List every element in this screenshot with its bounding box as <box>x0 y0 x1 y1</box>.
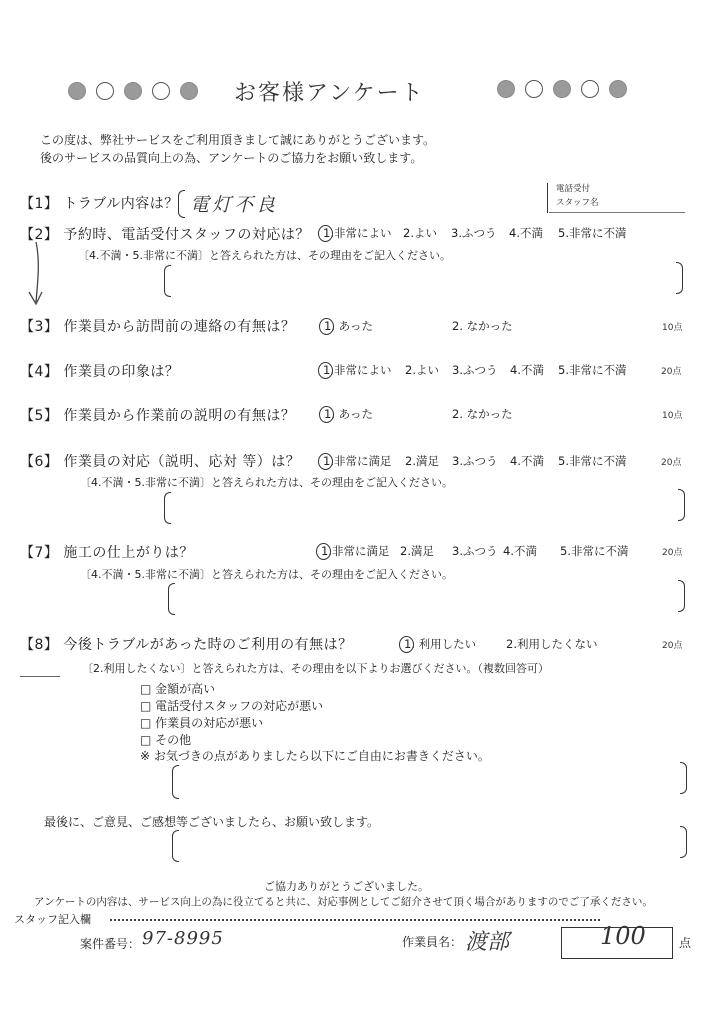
worker-name-value: 渡部 <box>465 930 510 955</box>
q8-checkbox-3[interactable]: □ 作業員の対応が悪い <box>140 716 264 730</box>
final-bracket-right <box>680 826 687 858</box>
q2-option-1[interactable]: 1.非常によい <box>323 226 392 240</box>
q6-option-2[interactable]: 2.満足 <box>405 454 439 468</box>
q8-note-bracket-left <box>172 765 179 799</box>
worker-name-label: 作業員名： <box>402 935 463 949</box>
q8-checkbox-4-label: その他 <box>155 733 192 747</box>
footer-thanks: ご協力ありがとうございました。 <box>264 880 429 893</box>
q6-points: 20点 <box>661 458 682 468</box>
q4-points: 20点 <box>661 367 682 377</box>
q6-label: 【6】 作業員の対応（説明、応対 等）は？ <box>20 454 301 470</box>
staff-entry-label: スタッフ記入欄 <box>14 913 91 926</box>
q1-answer-bracket <box>178 190 185 218</box>
q2-option-4[interactable]: 4.不満 <box>509 226 543 240</box>
q4-option-3[interactable]: 3.ふつう <box>452 363 498 377</box>
q7-label: 【7】 施工の仕上がりは？ <box>20 545 194 561</box>
decorative-dot <box>96 82 114 100</box>
q7-reason-bracket-left <box>168 583 175 615</box>
q6-option-3[interactable]: 3.ふつう <box>452 454 498 468</box>
final-prompt: 最後に、ご意見、ご感想等ございましたら、お願い致します。 <box>44 815 380 829</box>
decorative-dot <box>581 80 599 98</box>
score-unit: 点 <box>679 936 692 950</box>
q8-checkbox-1[interactable]: □ 金額が高い <box>140 682 216 696</box>
q8-note-text: お気づきの点がありましたら以下にご自由にお書きください。 <box>153 749 490 763</box>
q8-checkbox-3-label: 作業員の対応が悪い <box>155 716 264 730</box>
q2-option-2[interactable]: 2.よい <box>403 226 437 240</box>
q2-reason-bracket-left <box>164 265 171 297</box>
q8-margin-line <box>20 676 60 677</box>
decorative-dot <box>497 80 515 98</box>
q4-option-2[interactable]: 2.よい <box>405 363 439 377</box>
q6-reason-prompt: 〔4.不満・5.非常に不満〕と答えられた方は、その理由をご記入ください。 <box>80 476 453 489</box>
q6-option-1[interactable]: 1.非常に満足 <box>323 454 392 468</box>
note-mark-icon: ※ <box>140 749 151 763</box>
q5-option-1[interactable]: 1. あった <box>324 407 374 421</box>
q2-option-5[interactable]: 5.非常に不満 <box>558 226 627 240</box>
q7-option-5[interactable]: 5.非常に不満 <box>560 544 629 558</box>
final-bracket-left <box>172 830 179 862</box>
staff-meta-phone: 電話受付 <box>556 184 591 194</box>
staff-meta-underline <box>549 212 685 213</box>
q7-points: 20点 <box>662 548 683 558</box>
q4-option-1[interactable]: 1.非常によい <box>323 363 392 377</box>
intro-line-1: この度は、弊社サービスをご利用頂きまして誠にありがとうございます。 <box>40 133 436 147</box>
decorative-dot <box>609 80 627 98</box>
decorative-dot <box>525 80 543 98</box>
q8-option-2[interactable]: 2.利用したくない <box>506 637 598 651</box>
footer-disclaimer: アンケートの内容は、サービス向上の為に役立てると共に、対応事例としてご紹介させて頂く場合がありますのでご了承ください。 <box>34 896 653 908</box>
decorative-dot <box>180 82 198 100</box>
q7-reason-prompt: 〔4.不満・5.非常に不満〕と答えられた方は、その理由をご記入ください。 <box>80 568 453 581</box>
q3-option-2[interactable]: 2. なかった <box>452 319 513 333</box>
q5-points: 10点 <box>662 411 683 421</box>
q4-option-5[interactable]: 5.非常に不満 <box>558 363 627 377</box>
q6-option-4[interactable]: 4.不満 <box>510 454 544 468</box>
q3-option-1[interactable]: 1. あった <box>324 319 374 333</box>
q3-points: 10点 <box>662 323 683 333</box>
q1-answer-handwritten: 電灯不良 <box>190 194 279 216</box>
case-number-value: 97-8995 <box>142 928 224 949</box>
q6-reason-bracket-right <box>678 489 685 521</box>
staff-meta-divider <box>547 183 550 213</box>
q5-label: 【5】 作業員から作業前の説明の有無は？ <box>20 408 296 424</box>
q8-reason-prompt: 〔2.利用したくない〕と答えられた方は、その理由を以下よりお選びください。（複数回答可） <box>82 662 549 675</box>
q7-option-1[interactable]: 1.非常に満足 <box>321 544 390 558</box>
q8-note <box>140 747 490 764</box>
q4-label: 【4】 作業員の印象は？ <box>20 364 180 380</box>
decorative-dot <box>553 80 571 98</box>
score-value: 100 <box>600 922 646 950</box>
q1-label: 【1】 トラブル内容は？ <box>20 196 179 212</box>
q5-option-2[interactable]: 2. なかった <box>452 407 513 421</box>
intro-line-2: 後のサービスの品質向上の為、アンケートのご協力をお願い致します。 <box>40 151 423 165</box>
q6-option-5[interactable]: 5.非常に不満 <box>558 454 627 468</box>
staff-entry-dotted-line <box>110 919 600 921</box>
decorative-dot <box>124 82 142 100</box>
q6-reason-bracket-left <box>164 492 171 524</box>
q7-option-3[interactable]: 3.ふつう <box>452 544 498 558</box>
staff-meta-name: スタッフ名 <box>556 198 599 208</box>
decorative-dot <box>68 82 86 100</box>
case-number-label: 案件番号： <box>80 937 141 951</box>
q8-note-bracket-right <box>680 762 687 794</box>
q7-option-2[interactable]: 2.満足 <box>400 544 434 558</box>
q8-points: 20点 <box>662 641 683 651</box>
handwritten-arrow-icon <box>24 240 48 308</box>
q2-option-3[interactable]: 3.ふつう <box>451 226 497 240</box>
q2-reason-bracket-right <box>676 262 683 294</box>
decorative-dot <box>152 82 170 100</box>
q4-option-4[interactable]: 4.不満 <box>510 363 544 377</box>
page-title: お客様アンケート <box>234 81 425 106</box>
q8-checkbox-4[interactable]: □ その他 <box>140 733 192 747</box>
q8-checkbox-1-label: 金額が高い <box>155 682 216 696</box>
q2-reason-prompt: 〔4.不満・5.非常に不満〕と答えられた方は、その理由をご記入ください。 <box>78 249 451 262</box>
q8-checkbox-2-label: 電話受付スタッフの対応が悪い <box>155 699 324 713</box>
q8-label: 【8】 今後トラブルがあった時のご利用の有無は？ <box>20 637 353 653</box>
q8-checkbox-2[interactable]: □ 電話受付スタッフの対応が悪い <box>140 699 324 713</box>
q7-reason-bracket-right <box>678 580 685 612</box>
q3-label: 【3】 作業員から訪問前の連絡の有無は？ <box>20 319 296 335</box>
q2-label: 【2】 予約時、電話受付スタッフの対応は？ <box>20 227 310 243</box>
q8-option-1[interactable]: 1. 利用したい <box>404 637 477 651</box>
q7-option-4[interactable]: 4.不満 <box>503 544 537 558</box>
